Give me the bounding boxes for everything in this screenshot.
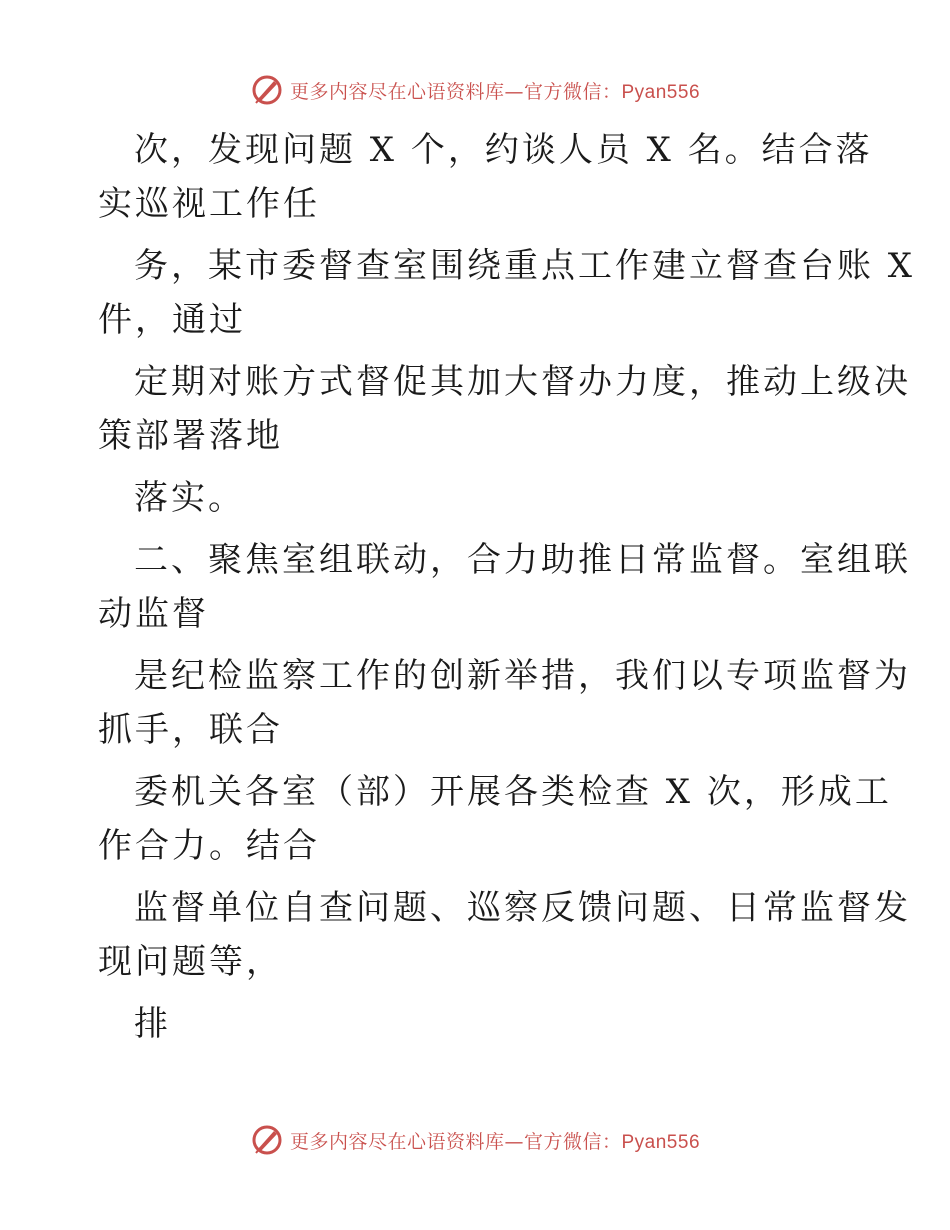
text-line: 实巡视工作任	[98, 184, 320, 224]
footer-watermark	[0, 1120, 950, 1160]
text-line: 落实。	[134, 478, 245, 518]
feather-pen-logo-icon	[250, 73, 284, 107]
watermark-text: 更多内容尽在心语资料库—官方微信：Pyan556	[289, 80, 701, 103]
text-line: 排	[134, 1004, 171, 1044]
text-line: 抓手，联合	[98, 710, 283, 750]
text-line: 动监督	[98, 594, 209, 634]
watermark-text: 更多内容尽在心语资料库—官方微信：Pyan556	[289, 1130, 701, 1153]
text-line: 委机关各室（部）开展各类检查 X 次，形成工	[134, 772, 892, 812]
feather-pen-logo-icon	[250, 1123, 284, 1157]
text-line: 务，某市委督查室围绕重点工作建立督查台账 X	[134, 246, 916, 286]
header-watermark	[0, 70, 950, 110]
text-line: 作合力。结合	[98, 826, 320, 866]
text-line: 策部署落地	[98, 416, 283, 456]
text-line: 次，发现问题 X 个，约谈人员 X 名。结合落	[134, 130, 873, 170]
text-line: 现问题等，	[98, 942, 283, 982]
text-line: 监督单位自查问题、巡察反馈问题、日常监督发	[134, 888, 911, 928]
text-line: 件，通过	[98, 300, 246, 340]
text-line: 是纪检监察工作的创新举措，我们以专项监督为	[134, 656, 911, 696]
text-line: 定期对账方式督促其加大督办力度，推动上级决	[134, 362, 911, 402]
text-line: 二、聚焦室组联动，合力助推日常监督。室组联	[134, 540, 911, 580]
